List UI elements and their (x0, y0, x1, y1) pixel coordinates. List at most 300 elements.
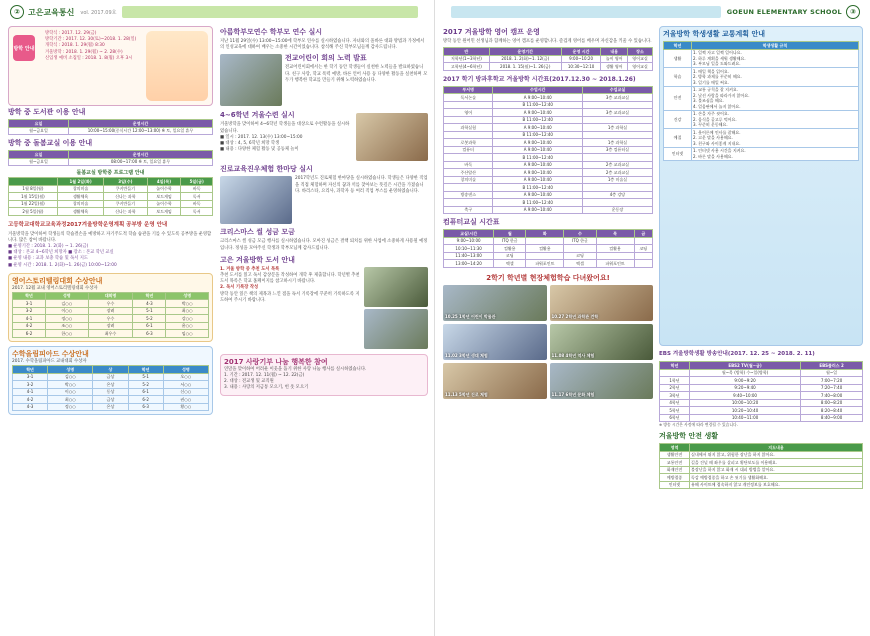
td: 컴활용 (494, 245, 526, 253)
th: 금 (634, 230, 652, 238)
td: 6-3 (133, 330, 166, 338)
td: 저학년(1~3학년) (444, 55, 490, 63)
photo-caption: 11.02 3학년 생태 체험 (445, 352, 488, 358)
right-column-2 (659, 26, 863, 632)
care-title: 방학 중 돌봄교실 이용 안내 (8, 139, 93, 147)
td: 영어 (444, 109, 493, 117)
book-line: 1. 겨울 방학 중 추천 도서 목록 (220, 266, 280, 272)
council-title: 전교어린이 회의 노력 발표 (285, 54, 367, 63)
td: 1월 22일(월) (9, 200, 58, 208)
page-number: ③ (846, 5, 860, 19)
td: 황○○ (163, 403, 208, 411)
book-line: 2. 독서 기록장 작성 (220, 285, 259, 291)
td: 2층 교과교실 (582, 169, 652, 177)
study-room-line: ■ 대상 : 본교 4~6학년 희망자 ■ 장소 : 본교 학년 교실 (8, 250, 114, 256)
td: 권○○ (163, 396, 208, 404)
book-photo (364, 309, 428, 349)
photo-caption: 11.08 4학년 역사 체험 (551, 352, 595, 358)
td: 1. 인터넷 사용 시간을 지켜요. 2. 바른 말을 사용해요. (692, 147, 859, 160)
safety-table (659, 443, 863, 489)
parent-training-title: 아름학부모연수 학부모 연수 실시 (220, 28, 322, 36)
th: 학년 (128, 366, 163, 374)
fieldtrip-photo (550, 363, 654, 399)
td: 6-2 (13, 330, 46, 338)
td: 4-2 (13, 396, 48, 404)
career-title: 진로교육진우체험 한마당 실시 (220, 165, 313, 174)
td: 6-1 (133, 322, 166, 330)
td: 영어교실 (628, 63, 653, 71)
td: 4-2 (13, 322, 46, 330)
th: 반 (444, 48, 490, 56)
td: 7:00~7:20 (801, 377, 863, 385)
computer-title: 컴퓨터교실 시간표 (443, 218, 500, 227)
td: 08:00~17:00 ※ 토, 일요일 휴무 (69, 158, 213, 166)
td: 바둑 (444, 161, 493, 169)
notice-line: 방학식 : 2017. 12. 29(금) (45, 31, 97, 36)
td: 생활안전 (660, 451, 690, 459)
table-row (444, 131, 653, 139)
td: 5-2 (128, 381, 163, 389)
table-row (660, 414, 863, 422)
th: 수 (564, 230, 596, 238)
td: 은상 (93, 403, 128, 411)
table-row (444, 94, 653, 102)
td: 인터넷 (664, 147, 692, 160)
td: 4층 강당 (582, 191, 652, 199)
th: 운영시간 (69, 120, 213, 128)
td: 2월 5일(월) (9, 208, 58, 216)
ebs-footnote: ※ 방송 시간은 사정에 따라 변경될 수 있습니다. (659, 422, 738, 427)
table-row (444, 109, 653, 117)
header-bar (451, 6, 721, 18)
children-illustration (146, 31, 208, 101)
table-row (444, 124, 653, 132)
td: 운동장 (582, 206, 652, 214)
table-row (444, 245, 653, 253)
table-row (444, 206, 653, 214)
td: 최우수 (88, 330, 133, 338)
td: 최○○ (48, 396, 93, 404)
td: 9:00~10:20 (561, 55, 601, 63)
td: 바둑 (181, 200, 213, 208)
td: 우수 (88, 315, 133, 323)
td: A 9:00~10:40 (493, 191, 583, 199)
ebs-table (659, 361, 863, 422)
td: 7:40~8:00 (801, 392, 863, 400)
book-line: 추천 도서를 읽고 독서 감상문을 작성하여 개학 후 제출합니다. 학년별 추천 도서 목록은 학교 홈페이지를 참고하시기 바랍니다. (220, 273, 360, 285)
th: 수업시간 (493, 86, 583, 94)
fieldtrip-grid (443, 285, 653, 399)
th: 내용 (601, 48, 628, 56)
camp-line: ■ 대상 : 4, 5, 6학년 희망 학생 (220, 141, 280, 147)
left-header (0, 0, 434, 24)
td: 보드게임 (147, 193, 181, 201)
th (9, 178, 58, 186)
td: 1층 미술실 (582, 176, 652, 184)
td: 박○○ (166, 300, 209, 308)
td: 6-2 (128, 396, 163, 404)
camp-line: ■ 내용 : 다양한 체험 활동 및 공동체 놀이 (220, 147, 299, 153)
td: 화재안전 (660, 466, 690, 474)
th: 수업교실 (582, 86, 652, 94)
td: 보드게임 (147, 208, 181, 216)
td: 3층 교과교실 (582, 109, 652, 117)
td: 독감 예방접종을 하고 손 씻기를 생활화해요. (690, 474, 863, 482)
care-table (8, 150, 213, 166)
fieldtrip-photo (550, 324, 654, 360)
english-contest-table (12, 292, 209, 338)
photo-caption: 10.25 1학년 어린이 박물관 (445, 313, 496, 319)
td: 컴활용 (596, 245, 634, 253)
td: 2학년 (660, 384, 690, 392)
td: 4-3 (13, 403, 48, 411)
english-camp-body: 방학 동안 원어민 선생님과 함께하는 영어 캠프를 운영합니다. 즐겁게 영어를 배우며 자신감을 키울 수 있습니다. (443, 39, 652, 44)
study-room-line: ■ 운영 시간 : 2018. 1. 2(화)~1. 26(금) 10:00~12:00 (8, 262, 117, 268)
english-camp-title: 2017 겨울방학 영어 캠프 운영 (443, 28, 540, 36)
math-contest-sub: 2017. 수학올림피아드 교내대회 수상자 (12, 358, 87, 364)
table-row (660, 451, 863, 459)
td: 창의미술 (444, 176, 493, 184)
notice-badge: 방학 안내 (13, 35, 35, 61)
page-number: ② (10, 5, 24, 19)
td: 박○○ (48, 381, 93, 389)
td: 쿠키만들기 (104, 185, 147, 193)
td: 2018. 1. 2(화)~1. 12(금) (489, 55, 561, 63)
notice-line: 겨울방학 : 2018. 1. 29(월) ~ 2. 28(수) (45, 49, 123, 55)
td: 4학년 (660, 399, 690, 407)
table-row (660, 407, 863, 415)
td: A 9:00~10:40 (493, 139, 583, 147)
td: 5학년 (660, 407, 690, 415)
table-row (660, 399, 863, 407)
donation-line: 연말을 맞이하여 어려운 이웃을 돕기 위한 사랑 나눔 행사를 실시하였습니다. (224, 366, 367, 372)
td: 9:00~9:20 (689, 377, 800, 385)
th: 운영시간 (69, 151, 213, 159)
td: 강○○ (166, 315, 209, 323)
td: 엑셀 (564, 260, 596, 268)
table-row (660, 377, 863, 385)
study-room-line: ■ 운영 내용 : 교과 보충 학습 및 독서 지도 (8, 256, 89, 262)
td: 창의미술 (57, 200, 103, 208)
table-row (444, 184, 653, 192)
td (582, 184, 652, 192)
td: 3-2 (13, 307, 46, 315)
td: 한○○ (45, 330, 88, 338)
td: 로봇과학 (444, 139, 493, 147)
career-body: 2017학년도 진로체험 한마당을 실시하였습니다. 학생들은 다양한 직업을 직접 체험하며 자신의 꿈과 끼를 찾아보는 뜻깊은 시간을 가졌습니다. 바리스타, 요리사, 과학자 등 여러 직업 부스를 운영하였습니다. (295, 176, 428, 194)
english-contest-title: 영어스토리텔링대회 수상안내 (12, 276, 103, 285)
td: 코딩 (494, 252, 526, 260)
td: 9:00~10:00 (444, 237, 494, 245)
td: 정○○ (48, 403, 93, 411)
th: 영역 (660, 444, 690, 452)
td: 10:10~11:30 (444, 245, 494, 253)
td (526, 252, 564, 260)
program-table (8, 177, 213, 216)
td (596, 252, 634, 260)
td: 3-1 (13, 300, 46, 308)
td: 6-1 (128, 388, 163, 396)
th: 성명 (163, 366, 208, 374)
career-photo (220, 176, 292, 224)
photo-caption: 10.27 2학년 과학관 견학 (551, 313, 599, 319)
book-line: 방학 동안 읽은 책의 제목과 느낀 점을 독서 기록장에 꾸준히 기록하도록 지도하여 주시기 바랍니다. (220, 291, 360, 303)
td: 장려 (88, 307, 133, 315)
th: 상 (93, 366, 128, 374)
library-title: 방학 중 도서관 이용 안내 (8, 108, 86, 116)
td (444, 184, 493, 192)
th: 화 (526, 230, 564, 238)
td (564, 245, 596, 253)
right-column-1 (443, 26, 653, 632)
english-contest-sub: 2017. 12월 교내 영어스토리텔링대회 수상자 (12, 285, 98, 291)
table-row (444, 252, 653, 260)
th: 부서명 (444, 86, 493, 94)
th: 학년 (13, 366, 48, 374)
td: 4-3 (133, 300, 166, 308)
td: 10:30~12:10 (561, 63, 601, 71)
td: 최○○ (166, 307, 209, 315)
td: 예방접종 (660, 474, 690, 482)
td: 이○○ (45, 307, 88, 315)
th: 장소 (628, 48, 653, 56)
td: A 9:00~10:40 (493, 169, 583, 177)
td: 놀이수학 (147, 200, 181, 208)
table-row (664, 86, 859, 110)
safety-title: 겨울방학 안전 생활 (659, 432, 718, 441)
math-contest-panel (8, 346, 213, 415)
td: 바둑 (181, 185, 213, 193)
table-row (444, 237, 653, 245)
td: A 9:00~10:40 (493, 176, 583, 184)
th: 학년 (13, 292, 46, 300)
td: 1. 웃어른께 인사를 잘해요. 2. 고운 말을 사용해요. 3. 친구와 사이좋게 지내요. (692, 129, 859, 148)
td: 3-2 (13, 381, 48, 389)
td (444, 154, 493, 162)
td: 교통안전 (660, 459, 690, 467)
table-row (660, 474, 863, 482)
td (582, 101, 652, 109)
table-row (444, 101, 653, 109)
math-contest-title: 수학올림피아드 수상안내 (12, 349, 89, 358)
td: 신나는 과학 (104, 193, 147, 201)
volume-label: vol. 2017.09호 (80, 9, 117, 16)
td: 10:00~10:20 (689, 399, 800, 407)
table-row (664, 110, 859, 129)
th: 1월 2일(화) (57, 178, 103, 186)
th: 목 (596, 230, 634, 238)
td (582, 131, 652, 139)
td: 코딩 (634, 245, 652, 253)
td: 1층 과학실 (582, 139, 652, 147)
td: 신○○ (163, 388, 208, 396)
td: B 11:00~12:40 (493, 101, 583, 109)
right-page (435, 0, 870, 636)
th: 성명 (45, 292, 88, 300)
afterschool-table (443, 86, 653, 215)
td: 인터넷 (660, 481, 690, 489)
td (526, 237, 564, 245)
seal-body: 크리스마스 씰 성금 모금 행사를 실시하였습니다. 모아진 성금은 결핵 퇴치를 위한 사업에 소중하게 사용될 예정입니다. 정성을 모아주신 학생과 학부모님께 감사드립니다. (220, 239, 428, 251)
th: 운영기간 (489, 48, 561, 56)
td (634, 237, 652, 245)
fieldtrip-photo (443, 363, 547, 399)
table-row (444, 169, 653, 177)
table-row (444, 176, 653, 184)
td: 코딩 (564, 252, 596, 260)
camp-line: 겨울방학을 맞이하여 4~6학년 학생들을 대상으로 수련활동을 실시하였습니다. (220, 122, 350, 134)
book-title: 고은 겨울방학 도서 안내 (220, 255, 295, 264)
td: 건강 (664, 110, 692, 129)
td: 방송댄스 (444, 191, 493, 199)
seal-title: 크리스마스 씰 성금 모금 (220, 228, 295, 237)
english-camp-table (443, 47, 653, 71)
td: 1. 매일 책을 읽어요. 2. 방학 과제를 꾸준히 해요. 3. 일기를 매일 써요. (692, 68, 859, 87)
td: A 9:00~10:40 (493, 146, 583, 154)
right-header (435, 0, 870, 24)
td (444, 199, 493, 207)
notice-line: 방학기간 : 2017. 12. 30(토)~2018. 1. 28(일) (45, 37, 137, 43)
photo-caption: 11.17 6학년 문화 체험 (551, 391, 595, 397)
th: 대회명 (88, 292, 133, 300)
td: 3-1 (13, 373, 48, 381)
table-row (444, 199, 653, 207)
td: 6학년 (660, 414, 690, 422)
td (582, 154, 652, 162)
td: 정○○ (45, 315, 88, 323)
donation-title: 2017 사랑기부 나눔 행복한 참여 (224, 357, 328, 366)
th: 학생생활 규칙 (692, 42, 859, 50)
td: 10:00~15:00(중식시간 12:00~13:00) ※ 토, 일요일 휴무 (69, 127, 213, 135)
td: 독서 (181, 208, 213, 216)
math-contest-table (12, 365, 209, 411)
td: 우수 (88, 300, 133, 308)
td: 축구 (444, 206, 493, 214)
rules-title: 겨울방학 학생생활 교통계획 안내 (663, 30, 765, 38)
td: 이○○ (48, 388, 93, 396)
td: 9:20~9:40 (689, 384, 800, 392)
ebs-title: EBS 겨울방학생활 방송안내(2017. 12. 25 ~ 2018. 2. 11) (659, 351, 815, 357)
table-row (664, 49, 859, 68)
td: 생활체육 (57, 193, 103, 201)
td: 주산암산 (444, 169, 493, 177)
afterschool-title: 2017 학기 방과후학교 겨울방학 시간표(2017.12.30 ~ 2018.1.26) (443, 75, 636, 83)
td: 고학년(4~6학년) (444, 63, 490, 71)
photo-caption: 11.13 5학년 진로 체험 (445, 391, 488, 397)
td: 1층 과학실 (582, 124, 652, 132)
td: 엑셀 (494, 260, 526, 268)
th: EBS2 TV(월~금) (689, 362, 800, 370)
td (582, 199, 652, 207)
th: 학년 (133, 292, 166, 300)
th: 4일(목) (147, 178, 181, 186)
fieldtrip-photo (550, 285, 654, 321)
camp-photo (356, 113, 428, 161)
td: 8:40~9:00 (801, 414, 863, 422)
td: A 9:00~10:40 (493, 206, 583, 214)
td: 파워포인트 (526, 260, 564, 268)
td: 파워포인트 (596, 260, 634, 268)
td: 3층 컴퓨터실 (582, 146, 652, 154)
td: B 11:00~12:40 (493, 154, 583, 162)
th: 교실\시간 (444, 230, 494, 238)
table-row (664, 147, 859, 160)
td: 유해 사이트에 접속하지 않고 개인정보를 보호해요. (690, 481, 863, 489)
td: 3층 교과교실 (582, 94, 652, 102)
table-row (660, 392, 863, 400)
td: 7:20~7:40 (801, 384, 863, 392)
th: 요일 (9, 151, 69, 159)
vacation-notice (8, 26, 213, 106)
td (634, 260, 652, 268)
td: 1. 교통 규칙을 잘 지켜요. 2. 낯선 사람을 따라가지 않아요. 3. 불조심을 해요. 4. 얼음판에서 놀지 않아요. (692, 86, 859, 110)
th: 운영 시간 (561, 48, 601, 56)
td: 1월 15일(월) (9, 193, 58, 201)
td: 5-1 (128, 373, 163, 381)
td: 김○○ (48, 373, 93, 381)
donation-line: 3. 내용 : 사랑의 저금통 모으기, 헌 옷 모으기 (224, 385, 309, 391)
td: 놀이 영어 (601, 55, 628, 63)
th: 지도내용 (690, 444, 863, 452)
table-row (660, 466, 863, 474)
td: 1월 8일(월) (9, 185, 58, 193)
table-row (664, 68, 859, 87)
table-row (444, 161, 653, 169)
td: 컴활용 (526, 245, 564, 253)
book-photo (364, 267, 428, 307)
td: 불장난을 하지 않고 화재 시 대피 방법을 알아요. (690, 466, 863, 474)
fieldtrip-photo (443, 324, 547, 360)
td: 1. 일찍 자고 일찍 일어나요. 2. 하루 계획을 세워 생활해요. 3. 부모님 일을 도와드려요. (692, 49, 859, 68)
donation-line: 2. 대상 : 전교생 및 교직원 (224, 379, 274, 385)
table-row (664, 129, 859, 148)
library-table (8, 119, 213, 135)
td: 예절 (664, 129, 692, 148)
td: 오○○ (163, 373, 208, 381)
td: A 9:00~10:40 (493, 161, 583, 169)
td: 안전 (664, 86, 692, 110)
td: 1학년 (660, 377, 690, 385)
school-name: GOEUN ELEMENTARY SCHOOL (726, 8, 842, 16)
td: 1. 손을 자주 씻어요. 2. 음식을 골고루 먹어요. 3. 꾸준히 운동해요. (692, 110, 859, 129)
td: B 11:00~12:40 (493, 116, 583, 124)
td: 월~금요일 (9, 127, 69, 135)
td: 장려 (88, 322, 133, 330)
td: 8:20~8:40 (801, 407, 863, 415)
td: 2018. 1. 15(월)~1. 26(금) (489, 63, 561, 71)
student-council-photo (220, 54, 282, 106)
td: 4-1 (13, 388, 48, 396)
td: 조○○ (45, 322, 88, 330)
td: 은상 (93, 381, 128, 389)
rules-panel (659, 26, 863, 346)
table-row (444, 139, 653, 147)
td: 임○○ (166, 330, 209, 338)
page-title: 고은교육통신 (28, 7, 75, 17)
th: 학년 (660, 362, 690, 370)
td: 창의미술 (57, 185, 103, 193)
td (582, 116, 652, 124)
td: 서○○ (163, 381, 208, 389)
td: 금상 (93, 373, 128, 381)
td: A 9:00~10:40 (493, 109, 583, 117)
camp-line: ■ 일시 : 2017. 12. 13(수) 13:00~15:00 (220, 134, 303, 140)
td: 5-1 (133, 307, 166, 315)
camp-title: 4~6학년 겨울수련 실시 (220, 111, 295, 120)
td: 김○○ (45, 300, 88, 308)
td: B 11:00~12:40 (493, 199, 583, 207)
td: A 9:00~10:40 (493, 94, 583, 102)
